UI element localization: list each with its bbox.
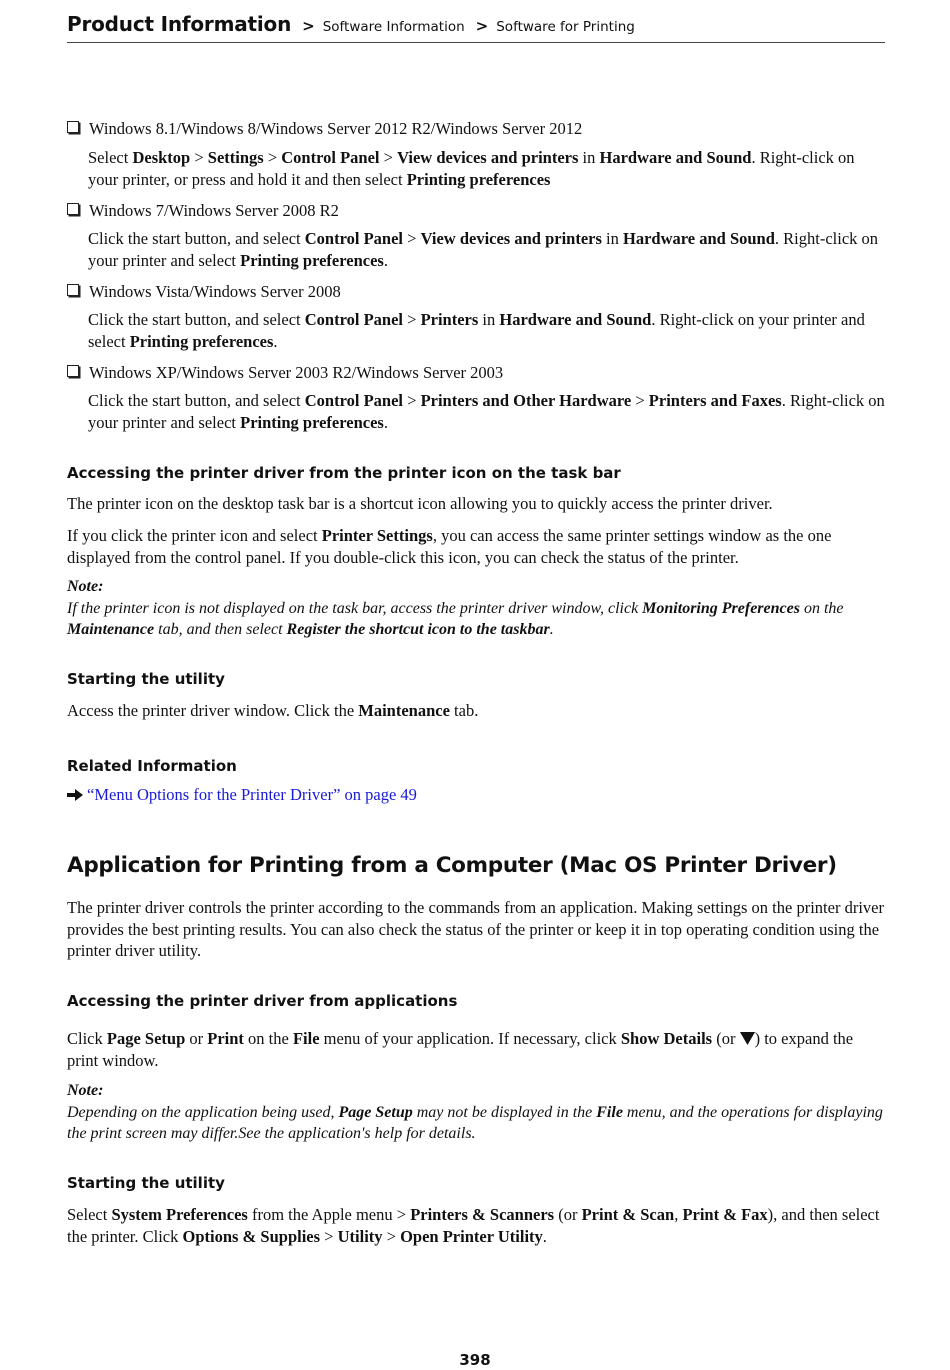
related-link-row: [67, 784, 417, 806]
breadcrumb-item-software-information: Software Information: [322, 19, 465, 35]
os-instructions: Select Desktop > Settings > Control Panel > View devices and printers in Hardware and Sound. Right-click on your printer, or press and hold it and then select Printing preferences: [88, 148, 855, 189]
os-instructions: Click the start button, and select Control Panel > Printers in Hardware and Sound. Right-click on your printer and select Printing preferences.: [88, 310, 865, 351]
breadcrumb-separator: >: [475, 17, 489, 35]
os-name: Windows XP/Windows Server 2003 R2/Windows Server 2003: [89, 363, 504, 382]
section-heading: Accessing the printer driver from applications: [67, 992, 458, 1010]
breadcrumb-item-software-for-printing: Software for Printing: [496, 19, 635, 35]
paragraph: Click Page Setup or Print on the File menu of your application. If necessary, click Show Details (or ) to expand the print window.: [67, 1029, 854, 1070]
checkbox-bullet-icon: [67, 284, 79, 296]
paragraph: The printer icon on the desktop task bar is a shortcut icon allowing you to quickly access the printer driver.: [67, 494, 773, 513]
os-bullet-item: [67, 200, 339, 222]
os-name: Windows 8.1/Windows 8/Windows Server 2012 R2/Windows Server 2012: [89, 119, 583, 138]
header-title: Product Information: [67, 12, 292, 36]
related-link-menu-options[interactable]: “Menu Options for the Printer Driver” on page 49: [87, 785, 417, 804]
section-heading: Starting the utility: [67, 670, 225, 688]
os-bullet-item: [67, 362, 503, 384]
os-bullet-item: [67, 281, 341, 303]
os-instructions: Click the start button, and select Control Panel > Printers and Other Hardware > Printers and Faxes. Right-click on your printer and select Printing preferences.: [88, 391, 885, 432]
triangle-down-icon: [740, 1032, 755, 1045]
note-body: Depending on the application being used, Page Setup may not be displayed in the File menu, and the operations for displaying the print screen may differ.See the application's help for details.: [67, 1104, 883, 1142]
os-instructions: Click the start button, and select Control Panel > View devices and printers in Hardware and Sound. Right-click on your printer and select Printing preferences.: [88, 229, 879, 270]
page-number: 398: [459, 1351, 491, 1369]
breadcrumb-separator: >: [302, 17, 315, 35]
note-label: Note:: [67, 1082, 104, 1099]
paragraph: The printer driver controls the printer according to the commands from an application. Making settings on the printer driver provides the best printing results. You can also check the status of the printer or keep it in top operating condition using the printer driver utility.: [67, 898, 884, 960]
checkbox-bullet-icon: [67, 365, 79, 377]
section-heading: Accessing the printer driver from the printer icon on the task bar: [67, 464, 621, 482]
section-heading: Starting the utility: [67, 1174, 225, 1192]
checkbox-bullet-icon: [67, 121, 79, 133]
related-information-heading: Related Information: [67, 757, 237, 775]
page-header: [67, 12, 885, 43]
checkbox-bullet-icon: [67, 203, 79, 215]
note-label: Note:: [67, 578, 104, 595]
os-bullet-item: [67, 118, 582, 140]
note-body: If the printer icon is not displayed on the task bar, access the printer driver window, click Monitoring Preferences on the Maintenance tab, and then select Register the shortcut icon to the taskbar.: [67, 600, 844, 638]
paragraph: Access the printer driver window. Click the Maintenance tab.: [67, 701, 479, 720]
paragraph: If you click the printer icon and select Printer Settings, you can access the same printer settings window as the one displayed from the control panel. If you double-click this icon, you can check the status of the printer.: [67, 526, 832, 567]
section-title: Application for Printing from a Computer (Mac OS Printer Driver): [67, 853, 837, 878]
arrow-right-icon: [67, 789, 83, 801]
os-name: Windows Vista/Windows Server 2008: [89, 282, 341, 301]
os-name: Windows 7/Windows Server 2008 R2: [89, 201, 339, 220]
paragraph: Select System Preferences from the Apple menu > Printers & Scanners (or Print & Scan, Print & Fax), and then select the printer. Click Options & Supplies > Utility > Open Printer Utility.: [67, 1205, 880, 1246]
